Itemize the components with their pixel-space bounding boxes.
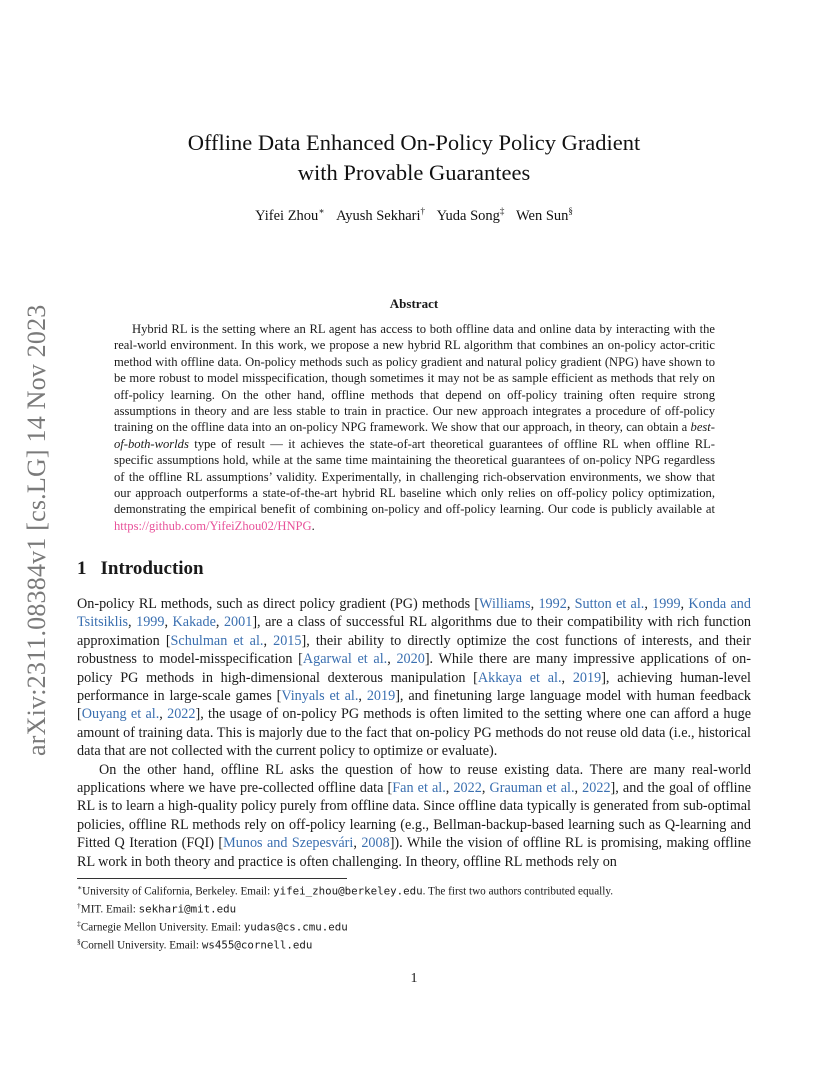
author: Wen Sun§ [516, 206, 573, 224]
paragraph: On-policy RL methods, such as direct policy gradient (PG) methods [Williams, 1992, Sutton et al., 1999, Konda and Tsitsiklis, 1999, Kakade, 2001], are a class of successful RL algorithms due to their compatibility with rich function approximation [Schulman et al., 2015], their ability to directly optimize the cost functions of interests, and their robustness to model-misspecification [Agarwal et al., 2020]. While there are many impressive applications of on-policy PG methods in high-dimensional dexterous manipulation [Akkaya et al., 2019], achieving human-level performance in large-scale games [Vinyals et al., 2019], and finetuning large language model with human feedback [Ouyang et al., 2022], the usage of on-policy PG methods is often limited to the setting where one can afford a huge amount of training data. This is majorly due to the fact that on-policy PG methods do not reuse old data (i.e., historical data that are not collected with the current policy to optimize or evaluate). [77, 596, 752, 760]
citation-link[interactable]: Konda and Tsitsiklis [77, 596, 751, 631]
citation-link[interactable]: 1992 [538, 596, 567, 612]
email-address: yifei_zhou@berkeley.edu [273, 884, 423, 898]
citation-link[interactable]: Munos and Szepesvári [223, 835, 354, 852]
author: Yuda Song‡ [436, 206, 505, 224]
emphasis: best-of-both-worlds [114, 420, 715, 451]
footnote-mark: ∗ [318, 206, 325, 216]
section-body [77, 595, 751, 871]
citation-link[interactable]: Williams [479, 596, 531, 612]
author-list [0, 206, 828, 225]
footnote: §Cornell University. Email: ws455@cornell.edu [77, 937, 313, 953]
footnotes [77, 881, 751, 954]
author: Ayush Sekhari† [336, 206, 426, 224]
title-line-1: Offline Data Enhanced On-Policy Policy Gradient [187, 130, 641, 155]
footnote: ∗University of California, Berkeley. Email: yifei_zhou@berkeley.edu. The first two authors contributed equally. [77, 883, 614, 898]
arxiv-identifier: arXiv:2311.08384v1 [cs.LG] 14 Nov 2023 [22, 304, 51, 756]
citation-link[interactable]: Schulman et al. [170, 632, 264, 649]
footnote: ‡Carnegie Mellon University. Email: yudas@cs.cmu.edu [77, 919, 348, 935]
author: Yifei Zhou∗ [255, 206, 325, 224]
paper-title [0, 128, 828, 188]
citation-link[interactable]: 1999 [652, 596, 681, 612]
email-address: yudas@cs.cmu.edu [243, 921, 348, 935]
citation-link[interactable]: 2015 [273, 632, 302, 649]
citation-link[interactable]: Vinyals et al. [281, 688, 359, 705]
section-number: 1 [77, 558, 87, 579]
section-title: Introduction [100, 558, 204, 579]
citation-link[interactable]: 2022 [167, 706, 196, 723]
citation-link[interactable]: 2019 [366, 688, 396, 705]
title-line-2: with Provable Guarantees [297, 160, 531, 185]
email-address: ws455@cornell.edu [201, 939, 313, 953]
citation-link[interactable]: 2022 [453, 780, 482, 797]
email-address: sekhari@mit.edu [138, 902, 237, 916]
citation-link[interactable]: 2008 [361, 835, 390, 852]
footnote-mark: ‡ [499, 206, 505, 216]
footnote: †MIT. Email: sekhari@mit.edu [77, 901, 237, 916]
citation-link[interactable]: 2001 [223, 614, 253, 631]
citation-link[interactable]: Sutton et al. [574, 596, 645, 612]
paragraph: On the other hand, offline RL asks the question of how to reuse existing data. There are many real-world applications where we have pre-collected offline data [Fan et al., 2022, Grauman et al., 2022], and the goal of offline RL is to learn a high-quality policy purely from offline data. Since offline data typically is generated from sub-optimal policies, offline RL methods rely on off-policy learning (e.g., Bellman-backup-based learning such as Q-learning and Fitted Q Iteration (FQI) [Munos and Szepesvári, 2008]). While the vision of offline RL is promising, making offline RL work in both theory and practice is often challenging. In theory, offline RL methods rely on [77, 761, 752, 870]
citation-link[interactable]: Akkaya et al. [477, 669, 562, 686]
code-repository-link[interactable]: https://github.com/YifeiZhou02/HNPG [114, 518, 312, 533]
footnote-mark: § [568, 206, 573, 216]
citation-link[interactable]: Fan et al. [392, 780, 446, 797]
citation-link[interactable]: 1999 [136, 614, 165, 631]
citation-link[interactable]: Agarwal et al. [302, 651, 388, 668]
citation-link[interactable]: Grauman et al. [489, 780, 575, 797]
section-heading [77, 558, 204, 580]
footnote-divider [77, 878, 347, 879]
citation-link[interactable]: 2020 [396, 651, 425, 668]
page-number: 1 [410, 971, 418, 986]
citation-link[interactable]: Kakade [172, 614, 216, 631]
citation-link[interactable]: Ouyang et al. [81, 706, 160, 723]
citation-link[interactable]: 2019 [572, 669, 602, 686]
footnote-mark: † [420, 206, 426, 216]
citation-link[interactable]: 2022 [582, 780, 611, 797]
abstract-heading: Abstract [389, 296, 439, 311]
abstract-body: Hybrid RL is the setting where an RL agent has access to both offline data and online data by interacting with the real-world environment. In this work, we propose a new hybrid RL algorithm that combines an on-policy actor-critic method with offline data. On-policy methods such as policy gradient and natural policy gradient (NPG) have shown to be more robust to model misspecification, though sometimes it may not be as sample efficient as methods that rely on off-policy learning. On the other hand, offline methods that depend on off-policy training often require strong assumptions in theory and are less stable to train in practice. Our new approach integrates a procedure of off-policy training on the offline data into an on-policy NPG framework. We show that our approach, in theory, can obtain a best-of-both-worlds type of result — it achieves the state-of-art theoretical guarantees of offline RL when offline RL-specific assumptions hold, while at the same time maintaining the theoretical guarantees of on-policy NPG regardless of the offline RL assumptions’ validity. Experimentally, in challenging rich-observation environments, we show that our approach outperforms a state-of-the-art hybrid RL baseline which only relies on off-policy policy optimization, demonstrating the empirical benefit of combining on-policy and off-policy learning. Our code is publicly available at https://github.com/YifeiZhou02/HNPG. [114, 322, 715, 533]
